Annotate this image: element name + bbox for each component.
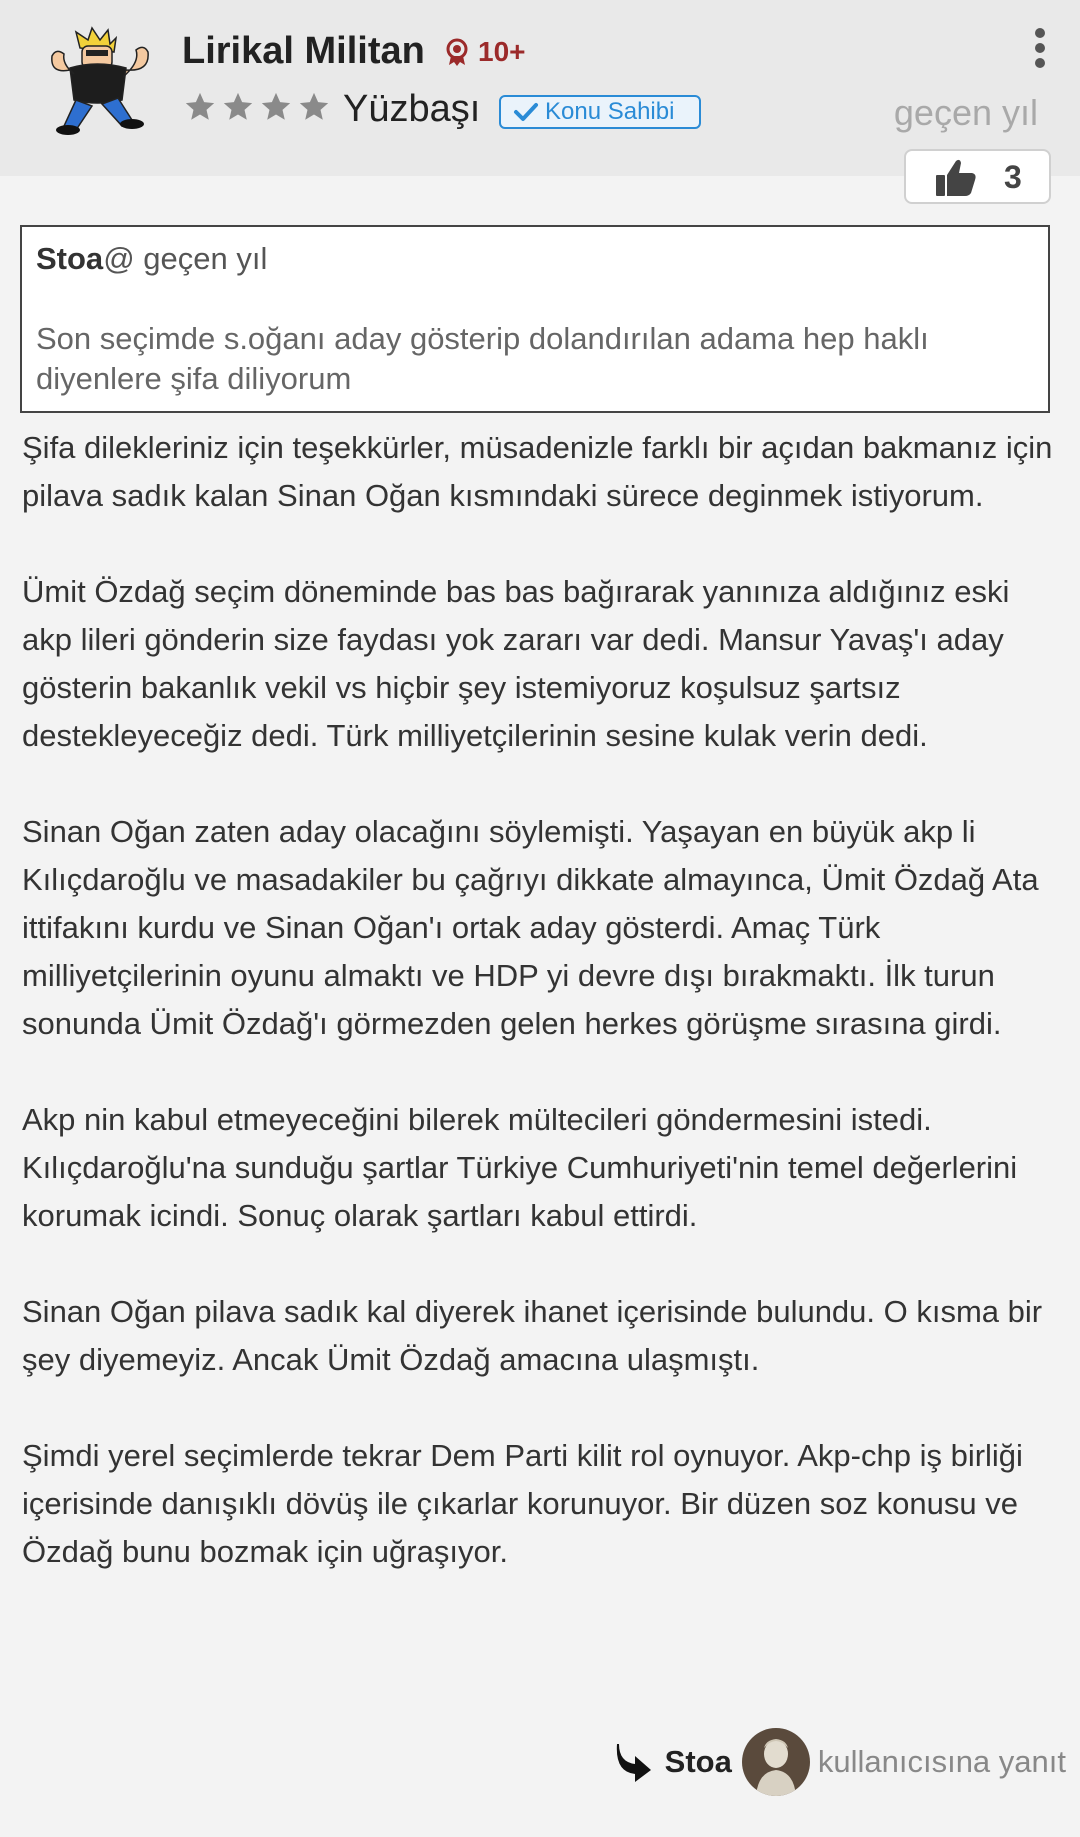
rank-stars xyxy=(182,90,332,124)
more-options-button[interactable] xyxy=(1022,26,1058,70)
cartoon-character-avatar-icon xyxy=(42,26,160,136)
post-paragraph: Şifa dilekleriniz için teşekkürler, müsadenizle farklı bir açıdan bakmanız için pilava sadık kalan Sinan Oğan kısmındaki sürece deginmek istiyorum. xyxy=(22,430,1053,513)
vertical-dots-icon xyxy=(1022,26,1058,70)
author-avatar[interactable] xyxy=(42,26,160,136)
level-badge xyxy=(442,36,526,68)
post-paragraph: Akp nin kabul etmeyeceğini bilerek mültecileri göndermesini istedi. Kılıçdaroğlu'na sunduğu şartlar Türkiye Cumhuriyeti'nin temel değerlerini korumak icindi. Sonuç olarak şartları kabul ettirdi. xyxy=(22,1102,1018,1233)
reply-to-indicator[interactable] xyxy=(611,1728,1066,1796)
level-text: 10+ xyxy=(478,36,526,67)
post-timestamp: geçen yıl xyxy=(893,92,1038,133)
quote-author-name[interactable]: Stoa xyxy=(36,241,104,276)
quote-time: @ geçen yıl xyxy=(103,241,268,276)
star-icon xyxy=(258,90,294,124)
owner-badge-label: Konu Sahibi xyxy=(545,98,675,125)
post-paragraph: Sinan Oğan zaten aday olacağını söylemişti. Yaşayan en büyük akp li Kılıçdaroğlu ve masadakiler bu çağrıyı dikkate almayınca, Ümit Özdağ Ata ittifakını kurdu ve Sinan Oğan'ı ortak aday gösterdi. Amaç Türk milliyetçilerinin oyunu almaktı ve HDP yi devre dışı bırakmaktı. İlk turun sonunda Ümit Özdağ'ı görmezden gelen herkes görüşme sırasına girdi. xyxy=(22,814,1039,1041)
bust-statue-avatar-icon xyxy=(742,1728,810,1796)
medal-icon xyxy=(442,37,472,67)
post-paragraph: Şimdi yerel seçimlerde tekrar Dem Parti kilit rol oynuyor. Akp-chp iş birliği içerisinde danışıklı dövüş ile çıkarlar korunuyor. Bir düzen soz konusu ve Özdağ bunu bozmak için uğraşıyor. xyxy=(22,1438,1023,1569)
star-icon xyxy=(182,90,218,124)
reply-to-avatar[interactable] xyxy=(742,1728,810,1796)
quote-header xyxy=(36,241,267,277)
author-rank: Yüzbaşı xyxy=(343,88,481,130)
reply-arrow-icon xyxy=(611,1740,655,1784)
star-icon xyxy=(296,90,332,124)
thumbs-up-icon xyxy=(934,158,978,198)
quote-text: Son seçimde s.oğanı aday gösterip dolandırılan adama hep haklı diyenlere şifa diliyorum xyxy=(36,321,929,396)
checkmark-icon xyxy=(513,101,539,123)
reply-to-username[interactable]: Stoa xyxy=(664,1744,732,1779)
reply-to-suffix: kullanıcısına yanıt xyxy=(817,1744,1066,1779)
post-paragraph: Ümit Özdağ seçim döneminde bas bas bağırarak yanınıza aldığınız eski akp lileri gönderin size faydası yok zararı var dedi. Mansur Yavaş'ı aday gösterin bakanlık vekil vs hiçbir şey istemiyoruz koşulsuz şartsız destekleyeceğiz dedi. Türk milliyetçilerinin sesine kulak verin dedi. xyxy=(22,574,1010,753)
topic-owner-badge xyxy=(499,95,701,129)
quoted-comment xyxy=(20,225,1050,413)
post-body xyxy=(22,424,1062,1624)
post-paragraph: Sinan Oğan pilava sadık kal diyerek ihanet içerisinde bulundu. O kısma bir şey diyemeyiz. Ancak Ümit Özdağ amacına ulaşmıştı. xyxy=(22,1294,1043,1377)
star-icon xyxy=(220,90,256,124)
author-name[interactable]: Lirikal Militan xyxy=(182,30,425,72)
like-count: 3 xyxy=(1004,159,1022,195)
like-button[interactable] xyxy=(904,149,1051,204)
